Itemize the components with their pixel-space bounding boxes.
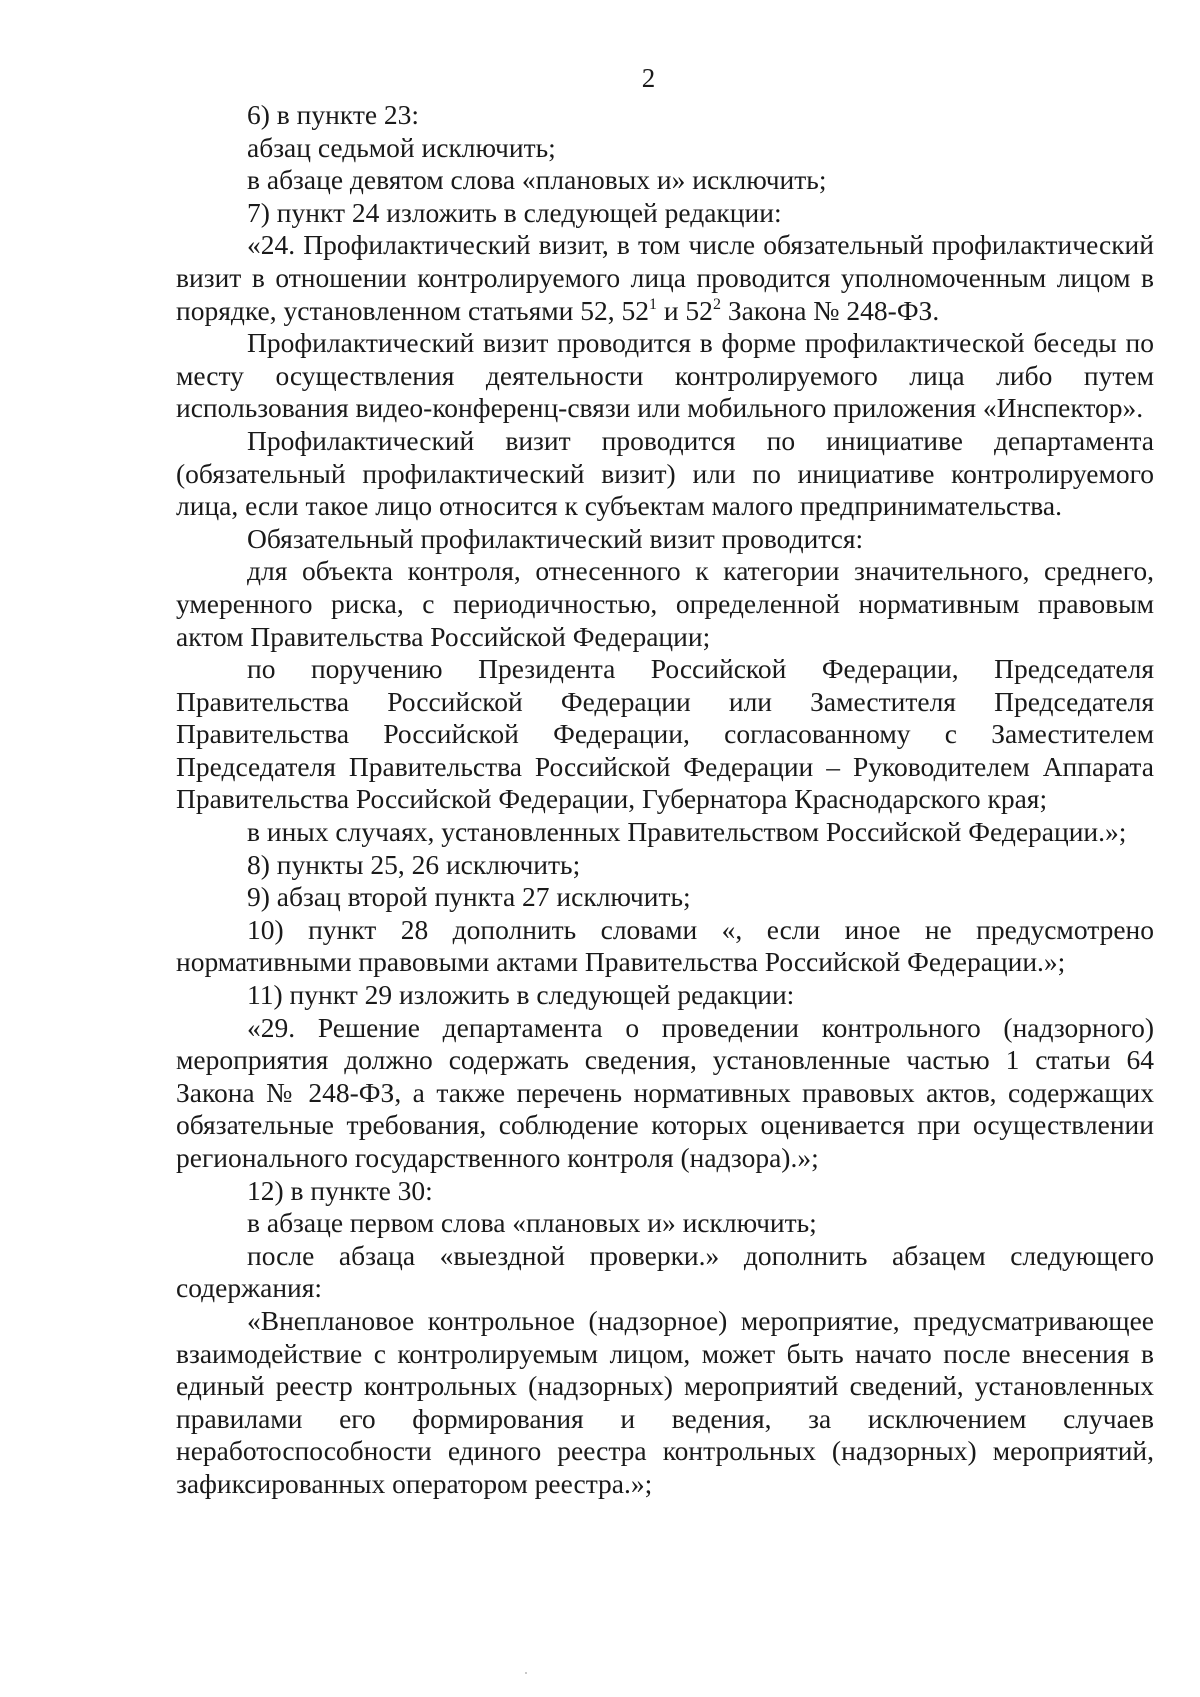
paragraph-item-7: 7) пункт 24 изложить в следующей редакции: [247,196,782,228]
paragraph-item-10: 10) пункт 28 дополнить словами «, если иное не предусмотрено нормативными правовыми актами Правительства Российской Федерации.»; [176,913,1154,978]
paragraph-visit-initiative: Профилактический визит проводится по инициативе департамента (обязательный профилактический визит) или по инициативе контролируемого лица, если такое лицо относится к субъектам малого предпринимательства. [176,424,1154,522]
point-24-text-middle: и 52 [656,294,713,326]
paragraph-item-12: 12) в пункте 30: [247,1174,433,1206]
paragraph-item-12-1: в абзаце первом слова «плановых и» исключить; [247,1207,817,1239]
point-24-text-before: «24. Профилактический визит, в том числе обязательный профилактический визит в отношении контролируемого лица проводится уполномоченным лицом в порядке, установленном статьями 52, 52 [176,229,1154,326]
paragraph-other-cases: в иных случаях, установленных Правительством Российской Федерации.»; [247,816,1127,848]
paragraph-unscheduled-measure: «Внеплановое контрольное (надзорное) мероприятие, предусматривающее взаимодействие с контролируемым лицом, может быть начато после внесения в единый реестр контрольных (надзорных) мероприятий сведений, установленных правилами его формирования и ведения, за исключением случаев неработоспособности единого реестра контрольных (надзорных) мероприятий, зафиксированных оператором реестра.»; [176,1304,1154,1499]
superscript-1: 1 [648,295,657,313]
paragraph-item-8: 8) пункты 25, 26 исключить; [247,848,581,880]
paragraph-point-29: «29. Решение департамента о проведении контрольного (надзорного) мероприятия должно содержать сведения, установленные частью 1 статьи 64 Закона № 248-ФЗ, а также перечень нормативных правовых актов, содержащих обязательные требования, соблюдение которых оценивается при осуществлении регионального государственного контроля (надзора).»; [176,1011,1154,1173]
paragraph-visit-form: Профилактический визит проводится в форме профилактической беседы по месту осуществления деятельности контролируемого лица либо путем использования видео-конференц-связи или мобильного приложения «Инспектор». [176,327,1154,424]
page-number: 2 [641,63,656,93]
point-24-text-after: Закона № 248-ФЗ. [720,294,940,326]
document-body [176,99,1154,1501]
paragraph-item-9: 9) абзац второй пункта 27 исключить; [247,881,691,913]
scan-speck [525,1672,527,1674]
paragraph-item-12-2: после абзаца «выездной проверки.» дополнить абзацем следующего содержания: [176,1239,1154,1304]
paragraph-point-24 [176,229,1154,327]
paragraph-item-6-2: в абзаце девятом слова «плановых и» исключить; [247,164,827,196]
superscript-2: 2 [712,295,721,313]
paragraph-item-6-1: абзац седьмой исключить; [247,131,556,163]
paragraph-mandatory-visit: Обязательный профилактический визит проводится: [247,522,864,554]
paragraph-item-6: 6) в пункте 23: [247,99,420,130]
paragraph-risk-category: для объекта контроля, отнесенного к категории значительного, среднего, умеренного риска, с периодичностью, определенной нормативным правовым актом Правительства Российской Федерации; [176,555,1154,652]
paragraph-by-order: по поручению Президента Российской Федерации, Председателя Правительства Российской Федерации или Заместителя Председателя Правительства Российской Федерации, согласованному с Заместителем Председателя Правительства Российской Федерации – Руководителем Аппарата Правительства Российской Федерации, Губернатора Краснодарского края; [176,653,1154,815]
paragraph-item-11: 11) пункт 29 изложить в следующей редакции: [247,979,795,1011]
